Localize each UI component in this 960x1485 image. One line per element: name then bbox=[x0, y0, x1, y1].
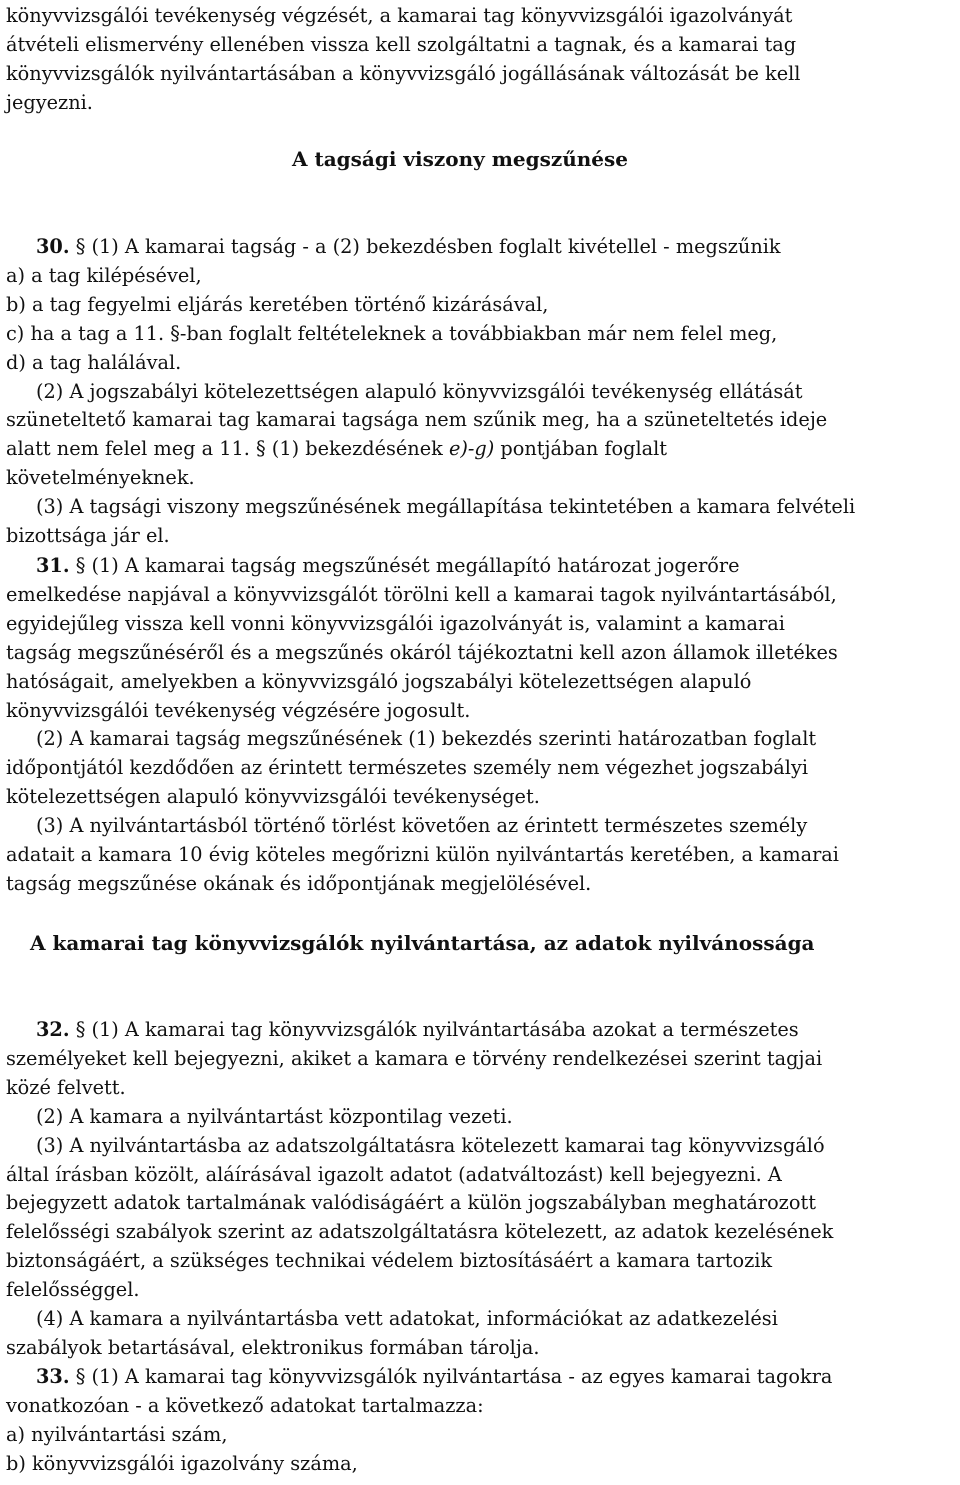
text-line: pontjában foglalt bbox=[494, 437, 668, 461]
text-line: b) könyvvizsgálói igazolvány száma, bbox=[6, 1451, 358, 1475]
section-30 bbox=[6, 233, 855, 551]
text-line: egyidejűleg vissza kell vonni könyvvizsgálói igazolványát is, valamint a kamarai bbox=[6, 611, 785, 635]
text-line: biztonságáért, a szükséges technikai védelem biztosításáért a kamara tartozik bbox=[6, 1249, 773, 1273]
text-line: (3) A nyilvántartásba az adatszolgáltatásra kötelezett kamarai tag könyvvizsgáló bbox=[36, 1133, 825, 1157]
section-31 bbox=[6, 552, 839, 899]
text-line: felelősségi szabályok szerint az adatszolgáltatásra kötelezett, az adatok kezelésének bbox=[6, 1220, 834, 1244]
text-line: (4) A kamara a nyilvántartásba vett adatokat, információkat az adatkezelési bbox=[36, 1307, 778, 1331]
text-line: közé felvett. bbox=[6, 1075, 126, 1099]
text-line: követelményeknek. bbox=[6, 466, 195, 490]
text-line: § (1) A kamarai tagság - a (2) bekezdésben foglalt kivétellel - megszűnik bbox=[75, 235, 781, 258]
text-line: § (1) A kamarai tag könyvvizsgálók nyilvántartásába azokat a természetes bbox=[75, 1018, 799, 1041]
text-line: § (1) A kamarai tag könyvvizsgálók nyilvántartása - az egyes kamarai tagokra bbox=[75, 1365, 833, 1388]
text-line: által írásban közölt, aláírásával igazolt adatot (adatváltozást) kell bejegyezni. A bbox=[6, 1162, 782, 1186]
text-line: könyvvizsgálói tevékenység végzését, a kamarai tag könyvvizsgálói igazolványát bbox=[6, 4, 793, 27]
text-line: adatait a kamara 10 évig köteles megőrizni külön nyilvántartás keretében, a kamarai bbox=[6, 843, 839, 867]
text-line: bejegyzett adatok tartalmának valódiságáért a külön jogszabályban meghatározott bbox=[6, 1191, 816, 1215]
text-line: § (1) A kamarai tagság megszűnését megállapító határozat jogerőre bbox=[75, 554, 740, 577]
text-line: vonatkozóan - a következő adatokat tartalmazza: bbox=[6, 1393, 484, 1417]
text-line: személyeket kell bejegyezni, akiket a kamara e törvény rendelkezései szerint tagjai bbox=[6, 1046, 823, 1070]
section-number: 30. bbox=[36, 235, 70, 258]
text-line: jegyezni. bbox=[6, 90, 93, 114]
text-line: könyvvizsgálói tevékenység végzésére jogosult. bbox=[6, 698, 471, 722]
text-line: alatt nem felel meg a 11. § (1) bekezdésének bbox=[6, 437, 449, 461]
text-line: tagság megszűnése okának és időpontjának megjelölésével. bbox=[6, 871, 592, 895]
section-heading-membership-termination: A tagsági viszony megszűnése bbox=[292, 147, 629, 171]
text-line: (2) A kamara a nyilvántartást központilag vezeti. bbox=[36, 1104, 513, 1128]
text-line: c) ha a tag a 11. §-ban foglalt feltételeknek a továbbiakban már nem felel meg, bbox=[6, 321, 778, 345]
text-line: (3) A nyilvántartásból történő törlést követően az érintett természetes személy bbox=[36, 814, 808, 838]
text-line: b) a tag fegyelmi eljárás keretében történő kizárásával, bbox=[6, 292, 549, 316]
italic-text: e)-g) bbox=[448, 437, 495, 461]
section-number: 32. bbox=[36, 1018, 70, 1041]
text-line: átvételi elismervény ellenében vissza kell szolgáltatni a tagnak, és a kamarai tag bbox=[6, 32, 797, 56]
text-line: időpontjától kezdődően az érintett természetes személy nem végezhet jogszabályi bbox=[6, 756, 809, 780]
text-line: felelősséggel. bbox=[6, 1278, 140, 1302]
text-line: d) a tag halálával. bbox=[6, 350, 182, 374]
text-line: (2) A kamarai tagság megszűnésének (1) bekezdés szerinti határozatban foglalt bbox=[36, 727, 817, 751]
text-line: (2) A jogszabályi kötelezettségen alapuló könyvvizsgálói tevékenység ellátását bbox=[36, 379, 803, 403]
section-number: 31. bbox=[36, 554, 70, 577]
section-heading-registry: A kamarai tag könyvvizsgálók nyilvántartása, az adatok nyilvánossága bbox=[30, 931, 815, 955]
text-line: a) a tag kilépésével, bbox=[6, 263, 202, 287]
text-line: (3) A tagsági viszony megszűnésének megállapítása tekintetében a kamara felvételi bbox=[36, 495, 856, 519]
text-line: emelkedése napjával a könyvvizsgálót törölni kell a kamarai tagok nyilvántartásából, bbox=[6, 582, 837, 606]
section-32 bbox=[6, 1016, 833, 1363]
text-line: bizottsága jár el. bbox=[6, 524, 170, 548]
section-number: 33. bbox=[36, 1365, 70, 1388]
text-line: szabályok betartásával, elektronikus formában tárolja. bbox=[6, 1335, 540, 1359]
text-line: kötelezettségen alapuló könyvvizsgálói tevékenységet. bbox=[6, 785, 540, 809]
section-33 bbox=[6, 1363, 832, 1479]
text-line: könyvvizsgálók nyilvántartásában a könyvvizsgáló jogállásának változását be kell bbox=[6, 61, 801, 85]
text-line: tagság megszűnéséről és a megszűnés okáról tájékoztatni kell azon államok illetékes bbox=[6, 640, 838, 664]
text-line: hatóságait, amelyekben a könyvvizsgáló jogszabályi kötelezettségen alapuló bbox=[6, 669, 752, 693]
text-line: szüneteltető kamarai tag kamarai tagsága nem szűnik meg, ha a szüneteltetés ideje bbox=[6, 408, 828, 432]
text-line: a) nyilvántartási szám, bbox=[6, 1422, 228, 1446]
continuation-paragraph bbox=[6, 2, 800, 118]
